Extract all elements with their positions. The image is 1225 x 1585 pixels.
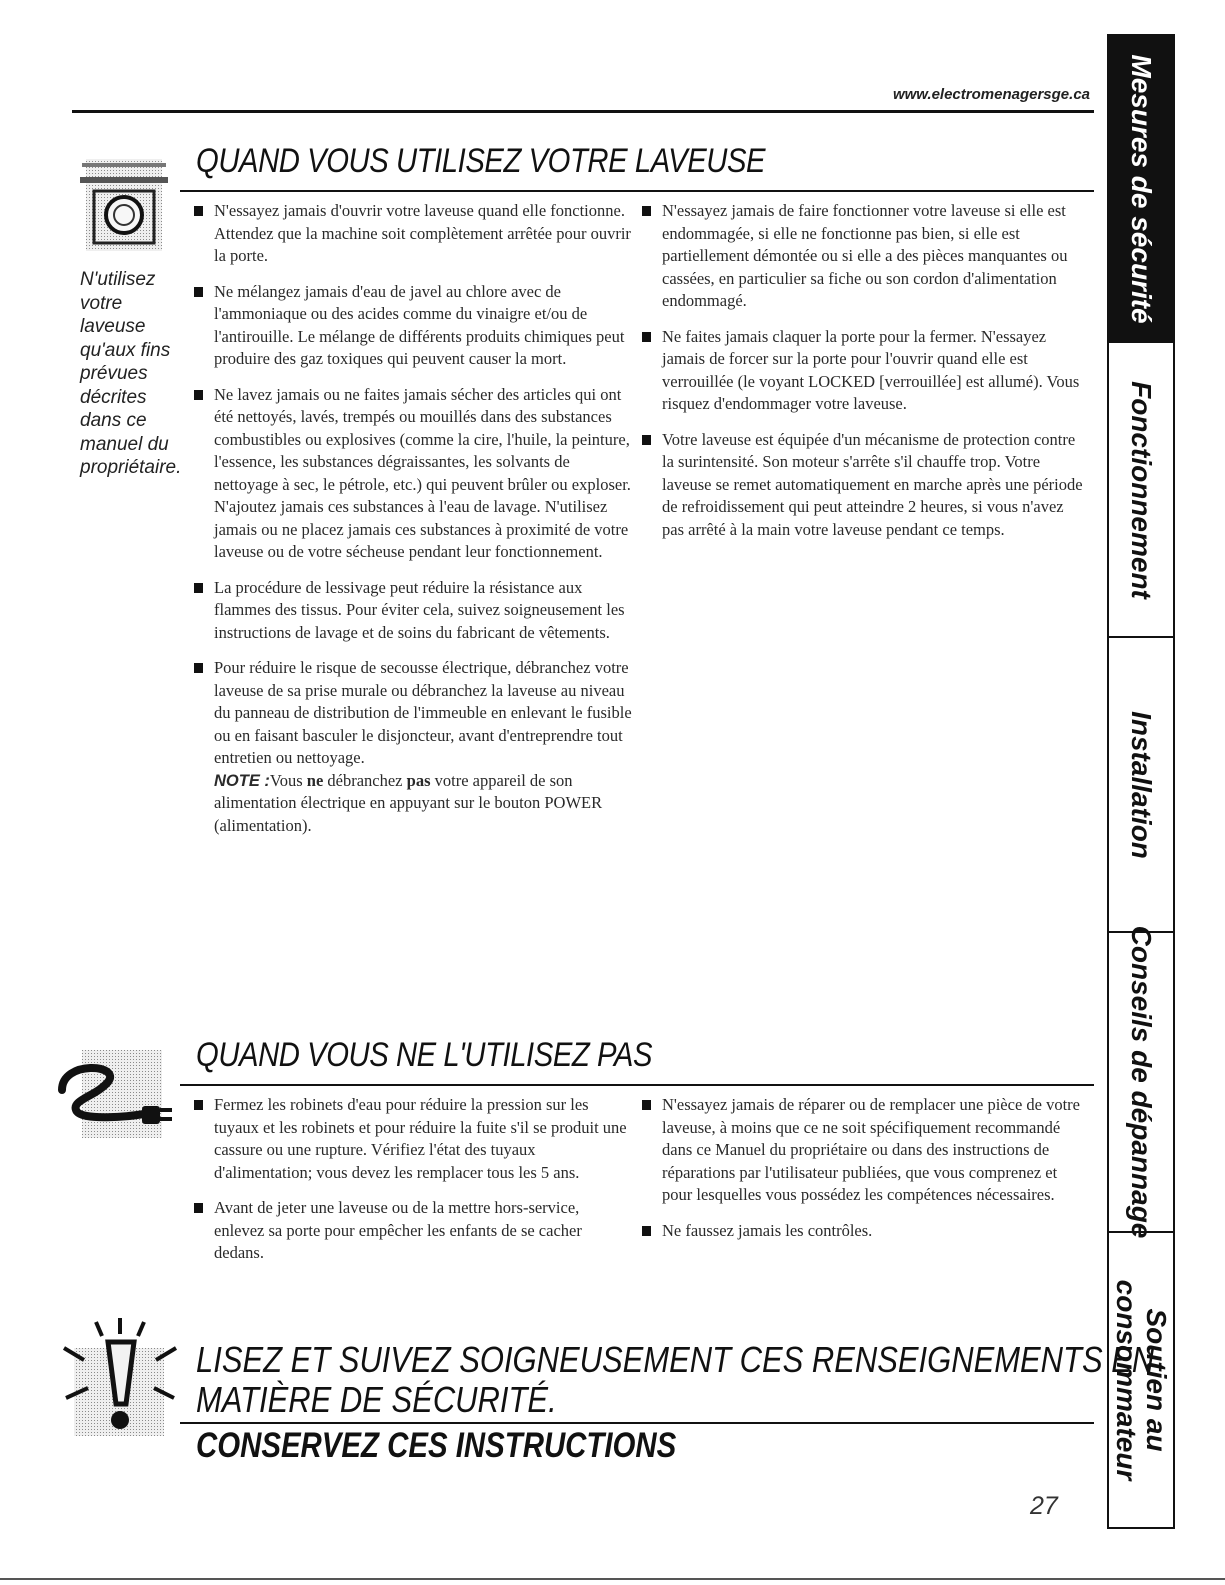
safety-warning-line-2: MATIÈRE DE SÉCURITÉ. <box>196 1379 557 1420</box>
note-text: débranchez <box>323 770 407 790</box>
page-number: 27 <box>1030 1492 1058 1520</box>
in-use-right-column <box>640 200 1084 554</box>
tab-installation[interactable] <box>1109 636 1173 931</box>
tab-conseils-de-depannage[interactable] <box>1109 925 1173 1239</box>
list-item-text: Pour réduire le risque de secousse électrique, débranchez votre laveuse de sa prise murale ou débranchez la laveuse au niveau du panneau de distribution de l'immeuble en enlevant le fusible ou en faisant basculer le disjoncteur, avant d'entreprendre tout entretien ou nettoyage. <box>214 658 632 767</box>
tab-label: Soutien au consommateur <box>1111 1279 1172 1481</box>
save-instructions-heading: CONSERVEZ CES INSTRUCTIONS <box>196 1426 677 1465</box>
list-item: Votre laveuse est équipée d'un mécanisme de protection contre la surintensité. Son moteur s'arrête s'il chauffe trop. Votre laveuse se remet automatiquement en marche après une période de refroidissement qui peut atteindre 2 heures, si vous n'avez pas arrêté à la main votre laveuse pendant ce temps. <box>640 429 1084 542</box>
list-item: N'essayez jamais d'ouvrir votre laveuse quand elle fonctionne. Attendez que la machine soit complètement arrêtée pour ouvrir la porte. <box>192 200 632 268</box>
page-bottom-edge <box>0 1578 1225 1580</box>
washer-icon <box>80 155 168 255</box>
website-url: www.electromenagersge.ca <box>892 86 1090 103</box>
section-rule-in-use <box>180 190 1094 192</box>
list-item: Ne mélangez jamais d'eau de javel au chlore avec de l'ammoniaque ou des acides comme du vinaigre et/ou de l'antirouille. Le mélange de différents produits chimiques peut produire des gaz toxiques qui peuvent causer la mort. <box>192 281 632 371</box>
tab-mesures-de-securite[interactable] <box>1109 36 1173 341</box>
tab-fonctionnement[interactable] <box>1109 341 1173 636</box>
list-item: Ne faites jamais claquer la porte pour la fermer. N'essayez jamais de forcer sur la porte pour l'ouvrir quand elle est verrouillée (le voyant LOCKED [verrouillée] est allumé). Vous risquez d'endommager votre laveuse. <box>640 326 1084 416</box>
not-in-use-left-column <box>192 1094 632 1278</box>
tab-label: Conseils de dépannage <box>1126 925 1157 1239</box>
list-item: Avant de jeter une laveuse ou de la mettre hors-service, enlevez sa porte pour empêcher les enfants de se cacher dedans. <box>192 1197 632 1265</box>
section-title-in-use: QUAND VOUS UTILISEZ VOTRE LAVEUSE <box>196 142 766 180</box>
note-emphasis: pas <box>406 770 431 790</box>
warning-rule <box>180 1422 1094 1424</box>
list-item: La procédure de lessivage peut réduire la résistance aux flammes des tissus. Pour éviter cela, suivez soigneusement les instructions de lavage et de soins du fabricant de vêtements. <box>192 577 632 645</box>
tab-label: Mesures de sécurité <box>1126 53 1157 324</box>
list-item: N'essayez jamais de faire fonctionner votre laveuse si elle est endommagée, si elle ne fonctionne pas bien, si elle est partiellement démontée ou si elle a des pièces manquantes ou cassées, en particulier sa fiche ou son cordon d'alimentation endommagé. <box>640 200 1084 313</box>
plug-icon <box>52 1050 182 1138</box>
note-text: votre appareil de son alimentation électrique en appuyant sur le bouton POWER (alimentation). <box>214 770 603 835</box>
not-in-use-right-column <box>640 1094 1084 1255</box>
section-title-not-in-use: QUAND VOUS NE L'UTILISEZ PAS <box>196 1036 653 1074</box>
list-item: Ne faussez jamais les contrôles. <box>640 1220 1084 1243</box>
note-text: Vous <box>269 770 307 790</box>
tab-label: Fonctionnement <box>1126 380 1157 599</box>
tab-soutien-au-consommateur[interactable] <box>1109 1231 1173 1527</box>
section-rule-not-in-use <box>180 1084 1094 1086</box>
list-item: Ne lavez jamais ou ne faites jamais sécher des articles qui ont été nettoyés, lavés, trempés ou mouillés dans des substances combustibles ou explosives (comme la cire, l'huile, la peinture, l'essence, les substances dégraissantes, les solvants de nettoyage à sec, le pétrole, etc.) qui peuvent brûler ou exploser. N'ajoutez jamais ces substances à l'eau de lavage. N'utilisez jamais ou ne placez jamais ces substances à proximité de votre laveuse ou de votre sécheuse pendant leur fonctionnement. <box>192 384 632 564</box>
note-label: NOTE : <box>214 771 270 790</box>
safety-warning-line-1: LISEZ ET SUIVEZ SOIGNEUSEMENT CES RENSEIGNEMENTS EN <box>196 1339 1155 1380</box>
warning-icon <box>34 1318 184 1436</box>
in-use-left-column <box>192 200 632 837</box>
list-item: Fermez les robinets d'eau pour réduire la pression sur les tuyaux et les robinets et pour réduire la fuite s'il se produit une cassure ou une rupture. Vérifiez l'état des tuyaux d'alimentation; vous devez les remplacer tous les 5 ans. <box>192 1094 632 1184</box>
note-paragraph <box>214 771 602 835</box>
header-rule <box>72 110 1094 113</box>
list-item: N'essayez jamais de réparer ou de remplacer une pièce de votre laveuse, à moins que ce ne soit spécifiquement recommandé dans ce Manuel du propriétaire ou dans des instructions de réparations par l'utilisateur publiées, que vous comprenez et pour lesquelles vous possédez les compétences nécessaires. <box>640 1094 1084 1207</box>
list-item <box>192 657 632 837</box>
side-note: N'utilisez votre laveuse qu'aux fins prévues décrites dans ce manuel du propriétaire. <box>80 269 182 478</box>
note-emphasis: ne <box>306 770 324 790</box>
section-tabs <box>1107 34 1175 1529</box>
tab-label: Installation <box>1126 710 1157 859</box>
